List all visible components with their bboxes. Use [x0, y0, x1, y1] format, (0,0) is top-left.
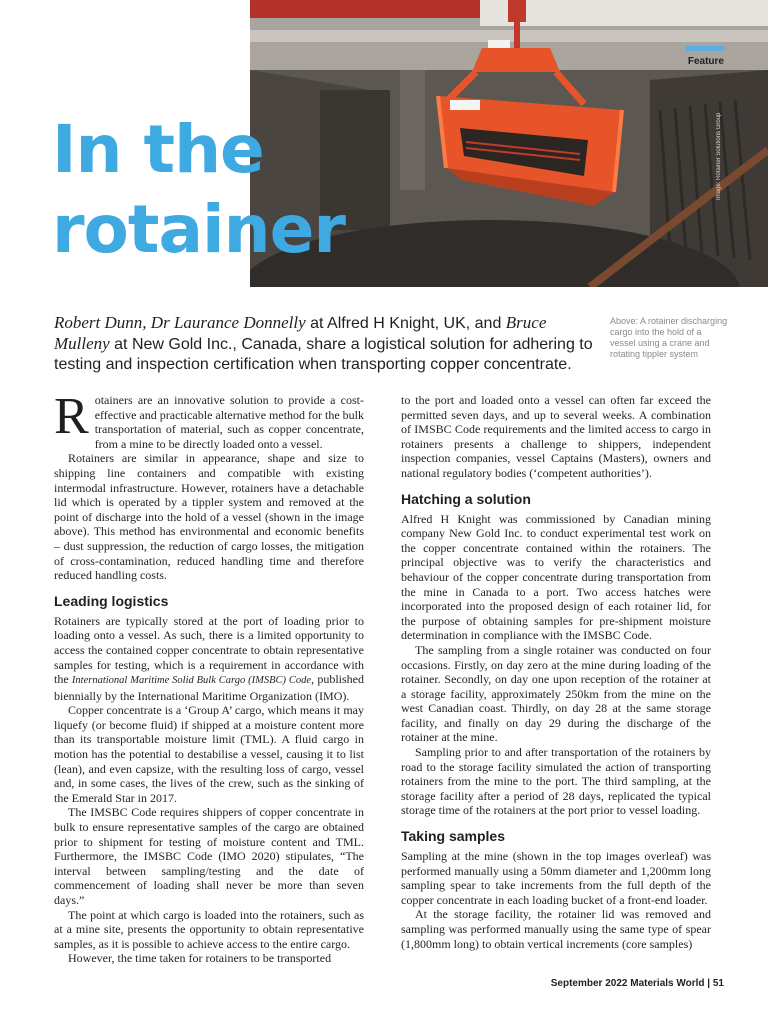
subheading-hatching-a-solution: Hatching a solution — [401, 490, 531, 507]
body-paragraph: The point at which cargo is loaded into the rotainers, such as at a mine site, presents the opportunity to obtain representative samples, as it is possible to achieve access to the entire cargo. — [54, 907, 364, 951]
body-paragraph: The IMSBC Code requires shippers of copper concentrate in bulk to ensure representative samples of the cargo are obtained prior to shipment for testing of moisture content and TML. Furthermore, the IMSBC Code (IMO 2020) stipulates, “The interval between sampling/testing and the date of commencement of loading shall never be more than seven days.” — [54, 805, 364, 907]
body-paragraph — [54, 614, 364, 704]
headline-line-1: In the — [52, 111, 264, 188]
photo-credit: Image: Rotainer Solutions Group — [716, 112, 722, 200]
body-paragraph: Copper concentrate is a ‘Group A’ cargo, which means it may liquefy (or become fluid) if shipped at a moisture content more than its transportable moisture limit (TML). A fluid cargo in motion has the potential to destabilise a vessel, causing it to list (lean), and even capsize, with the resulting loss of cargo, vessel and, in some cases, the lives of the crew, such as the sinking of the Emerald Star in 2017. — [54, 703, 364, 805]
headline — [52, 110, 345, 270]
affiliation-1: at Alfred H Knight, UK, and — [305, 315, 506, 332]
author-names-1: Robert Dunn, Dr Laurance Donnelly — [54, 313, 306, 332]
section-tag — [686, 46, 724, 67]
page-folio: September 2022 Materials World | 51 — [550, 978, 724, 989]
body-paragraph: However, the time taken for rotainers to be transported — [68, 951, 332, 966]
body-paragraph: Rotainers are similar in appearance, shape and size to shipping line containers and compatible with existing intermodal infrastructure. However, rotainers have a detachable lid which is operated by a tippler system and removed at the point of discharge into the hold of a vessel (shown in the image above). This method has environmental and economic benefits – dust suppression, the reduction of cargo losses, the mitigation of cross-contamination, reduced handling time and therefore reduced handling costs. — [54, 451, 364, 583]
paragraph-text: Rotainers are typically stored at the port of loading prior to loading onto a vessel. As such, there is a limited opportunity to access the contained copper concentrate to obtain representative samples for testing, which is a requirement in accordance with the — [54, 613, 364, 687]
section-label: Feature — [687, 56, 724, 67]
body-paragraph: Sampling prior to and after transportation of the rotainers by road to the storage facility simulated the action of transporting rotainers from the mine to the port. The third sampling, at the storage facility after a period of 28 days, replicated the typical storage time of the rotainers at the port prior to vessel loading. — [401, 745, 711, 818]
body-column-1 — [54, 388, 365, 966]
headline-line-2: rotainer — [52, 191, 345, 268]
body-column-2 — [401, 393, 711, 951]
affiliation-2: at New Gold Inc., Canada, share a logistical solution for adhering to testing and inspection certification when transporting copper concentrate. — [54, 336, 593, 373]
subheading-leading-logistics: Leading logistics — [54, 592, 169, 609]
body-paragraph: to the port and loaded onto a vessel can often far exceed the permitted seven days, and up to several weeks. A combination of IMSBC Code requirements and the limited access to cargo in rotainers presents a challenge to shippers, independent inspection companies, vessel Captains (Masters), owners and national regulatory bodies (‘competent authorities’). — [401, 393, 711, 480]
subheading-taking-samples: Taking samples — [401, 828, 506, 845]
body-paragraph: Sampling at the mine (shown in the top images overleaf) was performed manually using a 50mm diameter and 1,200mm long sampling spear to take increments from the full depth of the copper concentrate in each loading bucket of a front-end loader. — [401, 849, 711, 907]
paragraph-text: otainers are an innovative solution to provide a cost-effective and practicable alternative method for the bulk transportation of material, such as copper concentrate, from a mine to be directly loaded onto a vessel. — [94, 393, 365, 451]
body-paragraph: Alfred H Knight was commissioned by Canadian mining company New Gold Inc. to conduct experimental test work on the copper concentrate contained within the rotainers. The principal objective was to verify the characteristics and behaviour of the copper concentrate during transportation from the mine in Canada to a port. Two access hatches were incorporated into the proposed design of each rotainer lid, for the purpose of obtaining samples for pre-shipment moisture determination in compliance with the IMSBC Code. — [401, 511, 711, 643]
standfirst — [54, 313, 594, 375]
author-names-2: Bruce Mulleny — [54, 313, 547, 353]
drop-cap: R — [54, 388, 89, 445]
body-paragraph — [54, 388, 365, 451]
body-paragraph: The sampling from a single rotainer was conducted on four occasions. Firstly, on day zero at the mine during loading of the rotainer. Secondly, on day one upon reception of the rotainer at a storage facility, approximately 250km from the mine on the west Canadian coast. Thirdly, on day 28 at the same storage facility, and finally on day 29 during the discharge of the rotainer at the mine. — [401, 642, 711, 745]
photo-caption: Above: A rotainer discharging cargo into the hold of a vessel using a crane and rotating tippler system — [610, 316, 728, 359]
paragraph-text: , published biennially by the International Maritime Organization (IMO). — [54, 672, 364, 703]
code-title: International Maritime Solid Bulk Cargo (IMSBC) Code — [71, 675, 312, 687]
body-paragraph: At the storage facility, the rotainer lid was removed and sampling was performed manually using the same type of spear (1,800mm long) to obtain vertical increments (core samples) — [401, 907, 711, 951]
section-tag-bar — [686, 46, 724, 51]
